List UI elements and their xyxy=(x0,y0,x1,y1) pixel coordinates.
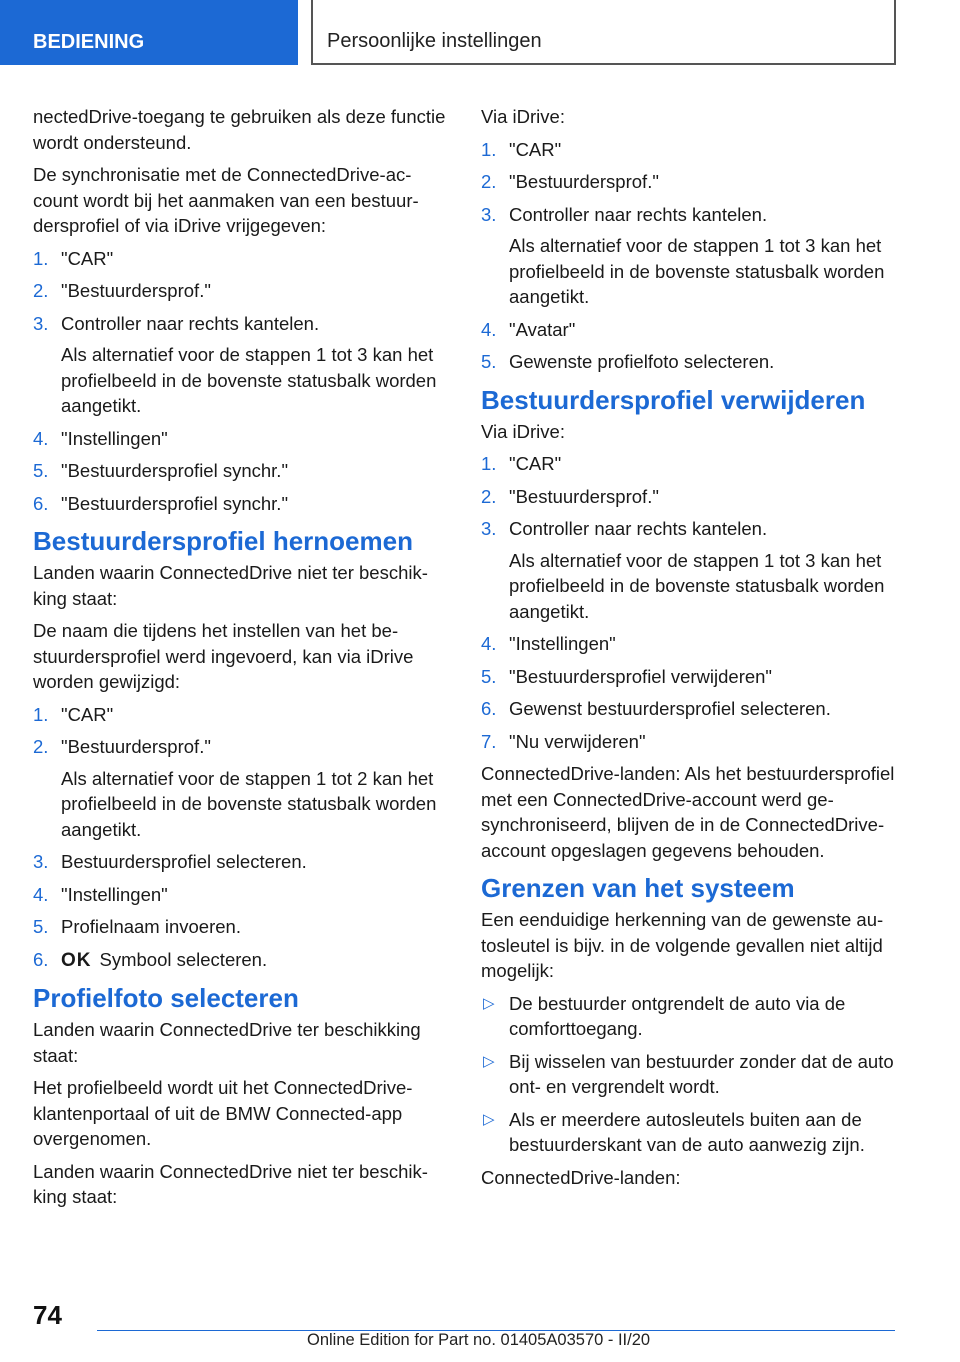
paragraph: nectedDrive-toegang te gebruiken als deze functie wordt ondersteund. xyxy=(33,106,446,153)
paragraph: Landen waarin ConnectedDrive niet ter beschikking staat: xyxy=(33,562,428,609)
list-item xyxy=(33,311,448,419)
list-item xyxy=(33,882,448,908)
step-text: "CAR" xyxy=(509,453,562,474)
step-number: 6. xyxy=(33,492,49,514)
list-item xyxy=(481,729,896,755)
list-item xyxy=(481,349,896,375)
step-text: "Instellingen" xyxy=(509,633,616,654)
list-item xyxy=(481,516,896,624)
step-text: Controller naar rechts kantelen. xyxy=(509,518,768,539)
steps-list-rename xyxy=(33,702,448,974)
triangle-bullet-icon: ▷ xyxy=(483,1052,495,1070)
step-text: De bestuurder ontgrendelt de auto via de comforttoegang. xyxy=(509,992,846,1039)
step-number: 3. xyxy=(33,851,49,872)
step-note: Als alternatief voor de stappen 1 tot 3 kan het profielbeeld in de bovenste statusbalk worden aangetikt. xyxy=(509,549,885,622)
step-text: "Bestuurdersprofiel verwijderen" xyxy=(509,665,773,687)
steps-list-sync xyxy=(33,246,448,517)
list-item xyxy=(481,202,896,310)
list-item xyxy=(481,137,896,163)
step-number: 1. xyxy=(481,138,497,160)
left-column xyxy=(33,104,448,1217)
list-item xyxy=(33,246,448,272)
step-text: Als er meerdere autosleutels buiten aan de bestuurderskant van de auto aanwezig zijn. xyxy=(509,1108,865,1155)
list-item xyxy=(481,317,896,343)
step-number: 4. xyxy=(481,318,497,340)
step-note: Als alternatief voor de stappen 1 tot 2 kan het profielbeeld in de bovenste statusbalk worden aangetikt. xyxy=(61,767,437,840)
step-text: Bestuurdersprofiel selecteren. xyxy=(61,851,307,872)
step-text: "Bestuurdersprof." xyxy=(61,736,211,757)
step-number: 5. xyxy=(481,351,497,372)
step-note: Als alternatief voor de stappen 1 tot 3 kan het profielbeeld in de bovenste statusbalk worden aangetikt. xyxy=(509,235,885,307)
step-text: Gewenste profielfoto selecteren. xyxy=(509,351,775,372)
list-item xyxy=(481,1107,896,1158)
step-text: "Bestuurdersprof." xyxy=(509,171,659,192)
paragraph: Het profielbeeld wordt uit het ConnectedDrive-klantenportaal of uit de BMW Connected-app overgenomen. xyxy=(33,1077,413,1149)
steps-list-delete xyxy=(481,451,896,754)
section-label: BEDIENING xyxy=(33,31,145,53)
step-text: Controller naar rechts kantelen. xyxy=(61,312,320,334)
step-number: 6. xyxy=(33,948,49,970)
step-number: 1. xyxy=(33,703,49,725)
step-number: 5. xyxy=(33,460,49,481)
paragraph: Een eenduidige herkenning van de gewenste autosleutel is bijv. in de volgende gevallen niet altijd mogelijk: xyxy=(481,909,884,981)
list-item xyxy=(33,849,448,875)
step-text: Profielnaam invoeren. xyxy=(61,916,241,937)
list-item xyxy=(33,458,448,484)
list-item xyxy=(481,696,896,722)
step-text: Bij wisselen van bestuurder zonder dat de auto ont- en vergrendelt wordt. xyxy=(509,1050,894,1097)
step-text: Gewenst bestuurdersprofiel selecteren. xyxy=(509,698,831,719)
list-item xyxy=(33,914,448,940)
step-number: 2. xyxy=(33,280,49,301)
list-item xyxy=(481,451,896,477)
step-number: 6. xyxy=(481,698,497,719)
step-text: "Nu verwijderen" xyxy=(509,730,646,752)
step-note: Als alternatief voor de stappen 1 tot 3 kan het profielbeeld in de bovenste statusbalk worden aangetikt. xyxy=(61,344,437,416)
step-number: 3. xyxy=(33,312,49,334)
bullet-list-limits xyxy=(481,991,896,1158)
step-text: "Avatar" xyxy=(509,318,576,340)
paragraph: Landen waarin ConnectedDrive niet ter beschikking staat: xyxy=(33,1160,428,1207)
step-text: "CAR" xyxy=(509,138,562,160)
step-text: "CAR" xyxy=(61,247,114,269)
list-item xyxy=(481,664,896,690)
heading-system-limits: Grenzen van het systeem xyxy=(481,873,795,903)
step-text: "CAR" xyxy=(61,703,114,725)
list-item xyxy=(481,1049,896,1100)
list-item xyxy=(481,169,896,195)
step-text: "Bestuurdersprof." xyxy=(509,485,659,507)
step-number: 4. xyxy=(481,633,497,654)
steps-list-photo xyxy=(481,137,896,375)
paragraph: De naam die tijdens het instellen van het bestuurdersprofiel werd ingevoerd, kan via iDrive worden gewijzigd: xyxy=(33,620,414,692)
step-text: Controller naar rechts kantelen. xyxy=(509,203,768,225)
list-item xyxy=(33,734,448,842)
step-number: 5. xyxy=(33,916,49,937)
step-text: "Bestuurdersprofiel synchr." xyxy=(61,492,289,514)
step-number: 1. xyxy=(481,453,497,474)
step-number: 2. xyxy=(481,171,497,192)
list-item xyxy=(481,631,896,657)
footer-edition: Online Edition for Part no. 01405A03570 - II/20 xyxy=(307,1331,651,1349)
heading-profile-photo: Profielfoto selecteren xyxy=(33,983,299,1013)
paragraph: ConnectedDrive-landen: Als het bestuurdersprofiel met een ConnectedDrive-account werd gesynchroniseerd, blijven de in de ConnectedDrive-account opgeslagen gegevens behouden. xyxy=(481,763,895,861)
list-item xyxy=(33,491,448,517)
heading-delete-profile: Bestuurdersprofiel verwijderen xyxy=(481,384,866,415)
paragraph: Via iDrive: xyxy=(481,106,565,127)
triangle-bullet-icon: ▷ xyxy=(483,994,495,1012)
step-number: 3. xyxy=(481,203,497,225)
right-column xyxy=(481,104,896,1197)
step-text: "Bestuurdersprof." xyxy=(61,280,211,301)
triangle-bullet-icon: ▷ xyxy=(483,1110,495,1128)
paragraph: De synchronisatie met de ConnectedDrive-account wordt bij het aanmaken van een bestuurdersprofiel of via iDrive vrijgegeven: xyxy=(33,164,419,236)
step-text: "Bestuurdersprofiel synchr." xyxy=(61,460,289,481)
heading-rename-profile: Bestuurdersprofiel hernoemen xyxy=(33,526,413,556)
step-text: "Instellingen" xyxy=(61,427,168,449)
step-number: 7. xyxy=(481,730,497,752)
page-number: 74 xyxy=(33,1300,62,1330)
list-item xyxy=(33,278,448,304)
paragraph: Landen waarin ConnectedDrive ter beschikking staat: xyxy=(33,1019,421,1066)
chapter-header xyxy=(311,0,896,65)
step-number: 5. xyxy=(481,665,497,687)
ok-symbol-icon: OK xyxy=(61,949,92,971)
step-number: 1. xyxy=(33,247,49,269)
step-text: "Instellingen" xyxy=(61,883,168,905)
list-item xyxy=(33,947,448,974)
step-number: 4. xyxy=(33,883,49,905)
list-item xyxy=(481,484,896,510)
step-number: 2. xyxy=(33,736,49,757)
step-number: 2. xyxy=(481,485,497,507)
list-item xyxy=(33,426,448,452)
paragraph: ConnectedDrive-landen: xyxy=(481,1166,681,1188)
step-number: 4. xyxy=(33,427,49,449)
paragraph: Via iDrive: xyxy=(481,420,565,442)
list-item xyxy=(481,991,896,1042)
list-item xyxy=(33,702,448,728)
section-tab xyxy=(0,0,298,65)
chapter-title: Persoonlijke instellingen xyxy=(327,30,542,52)
step-number: 3. xyxy=(481,518,497,539)
step-text: Symbool selecteren. xyxy=(99,948,268,970)
